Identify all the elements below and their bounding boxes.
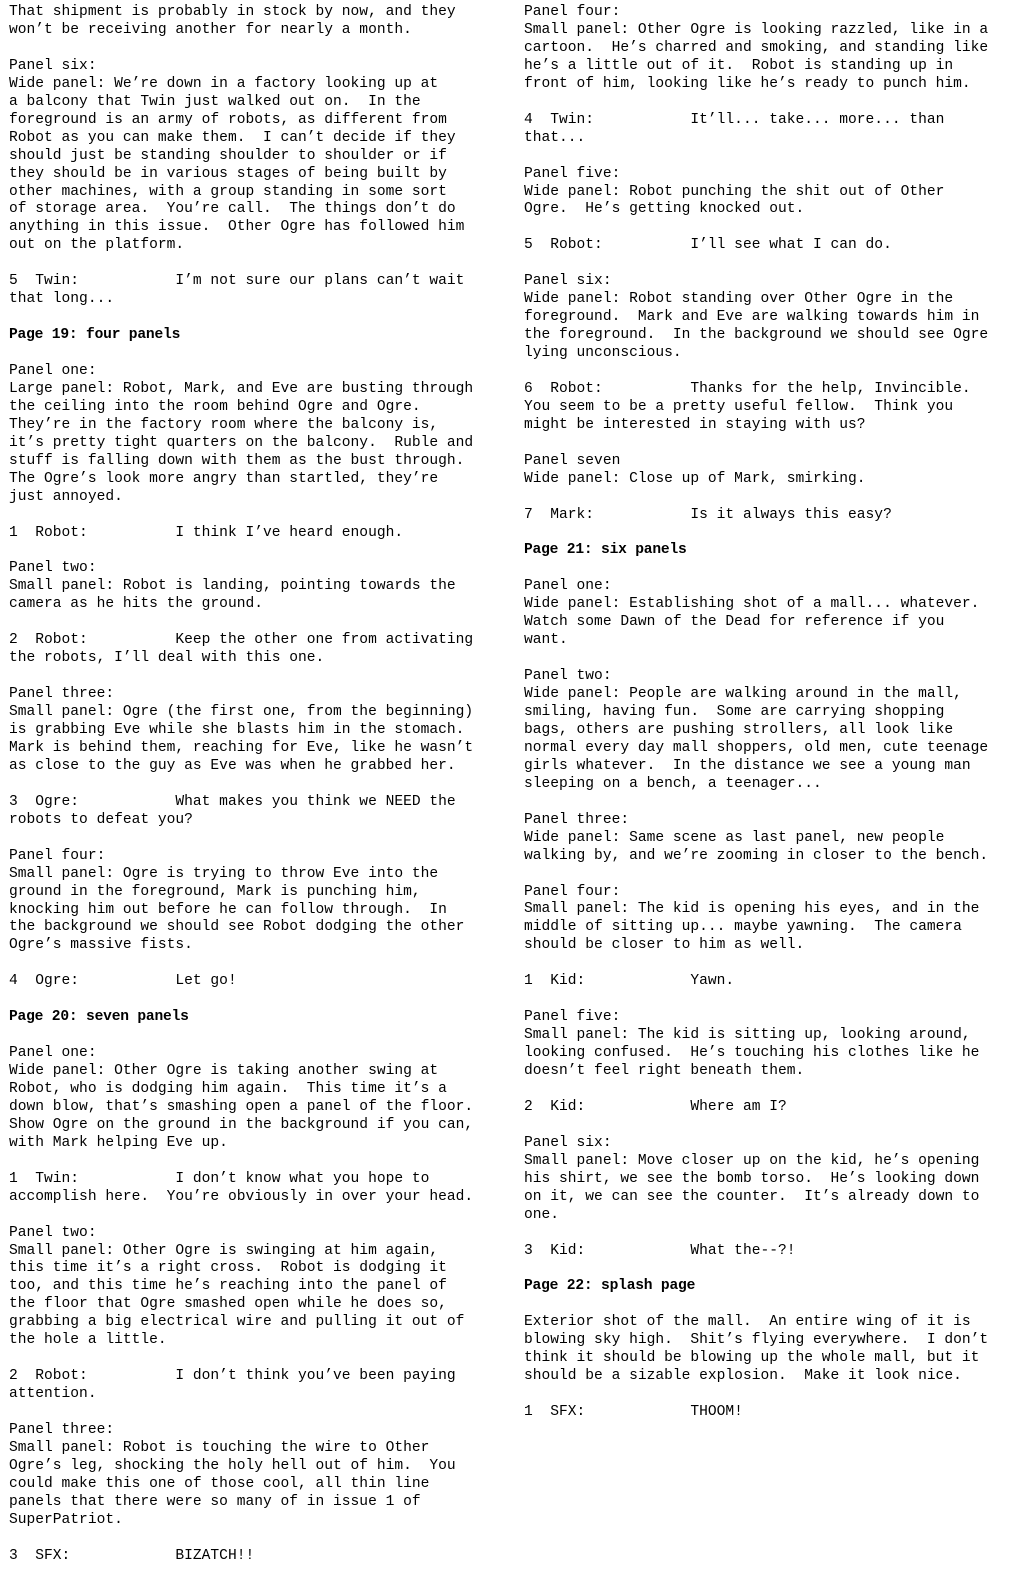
text-line: Panel seven xyxy=(524,452,621,469)
text-line: Wide panel: Close up of Mark, smirking. xyxy=(524,470,866,487)
text-line: Panel one: xyxy=(9,1045,97,1062)
text-line: Panel three: xyxy=(9,1422,115,1439)
script-paragraph xyxy=(9,794,501,830)
text-line: the background we should see Robot dodging the other xyxy=(9,919,465,936)
text-line: Page 19: four panels xyxy=(9,327,181,344)
text-line: 1 Robot: I think I’ve heard enough. xyxy=(9,524,404,541)
script-paragraph xyxy=(9,1045,501,1153)
script-paragraph xyxy=(524,1009,1016,1081)
script-paragraph xyxy=(9,4,501,40)
text-line: Wide panel: We’re down in a factory looking up at xyxy=(9,75,439,92)
text-line: the foreground. In the background we should see Ogre xyxy=(524,327,989,344)
text-line: Page 22: splash page xyxy=(524,1278,696,1295)
text-line: Panel four: xyxy=(524,883,621,900)
text-line: You seem to be a pretty useful fellow. Think you xyxy=(524,398,954,415)
text-line: one. xyxy=(524,1206,560,1223)
script-paragraph xyxy=(9,1225,501,1351)
text-line: he’s a little out of it. Robot is standing up in xyxy=(524,57,954,74)
script-column-left xyxy=(9,4,501,1584)
text-line: Page 21: six panels xyxy=(524,542,687,559)
text-line: down blow, that’s smashing open a panel of the floor. xyxy=(9,1098,474,1115)
text-line: knocking him out before he can follow through. In xyxy=(9,901,447,918)
text-line: Small panel: Other Ogre is looking razzled, like in a xyxy=(524,21,989,38)
script-paragraph xyxy=(524,4,1016,94)
page-heading xyxy=(9,1009,501,1027)
text-line: Panel five: xyxy=(524,1009,621,1026)
text-line: that... xyxy=(524,129,586,146)
text-line: the floor that Ogre smashed open while he does so, xyxy=(9,1296,447,1313)
text-line: 3 Kid: What the--?! xyxy=(524,1242,796,1259)
text-line: is grabbing Eve while she blasts him in the stomach. xyxy=(9,722,465,738)
text-line: 4 Ogre: Let go! xyxy=(9,973,237,990)
text-line: lying unconscious. xyxy=(524,345,682,362)
text-line: girls whatever. In the distance we see a young man xyxy=(524,757,971,774)
text-line: Wide panel: People are walking around in the mall, xyxy=(524,686,962,703)
text-line: Panel six: xyxy=(524,1134,612,1151)
script-paragraph xyxy=(9,632,501,668)
text-line: on it, we can see the counter. It’s already down to xyxy=(524,1188,980,1205)
text-line: Small panel: The kid is sitting up, looking around, xyxy=(524,1027,971,1044)
text-line: foreground is an army of robots, as different from xyxy=(9,111,447,128)
text-line: with Mark helping Eve up. xyxy=(9,1134,228,1151)
script-paragraph xyxy=(9,1171,501,1207)
text-line: SuperPatriot. xyxy=(9,1511,123,1528)
script-paragraph xyxy=(9,525,501,543)
script-paragraph xyxy=(9,273,501,309)
script-paragraph xyxy=(524,812,1016,866)
text-line: Wide panel: Same scene as last panel, new people xyxy=(524,829,945,846)
text-line: Robot as you can make them. I can’t decide if they xyxy=(9,129,456,146)
text-line: walking by, and we’re zooming in closer to the bench. xyxy=(524,847,989,864)
text-line: they should be in various stages of being built by xyxy=(9,165,447,182)
text-line: Robot, who is dodging him again. This time it’s a xyxy=(9,1080,447,1097)
text-line: ground in the foreground, Mark is punching him, xyxy=(9,883,421,900)
text-line: Small panel: The kid is opening his eyes, and in the xyxy=(524,901,980,918)
text-line: Ogre’s massive fists. xyxy=(9,937,193,954)
text-line: the robots, I’ll deal with this one. xyxy=(9,650,325,667)
text-line: Panel two: xyxy=(524,668,612,685)
text-line: 2 Robot: I don’t think you’ve been paying xyxy=(9,1368,456,1385)
text-line: just annoyed. xyxy=(9,488,123,505)
text-line: Small panel: Other Ogre is swinging at him again, xyxy=(9,1242,439,1259)
text-line: should just be standing shoulder to shoulder or if xyxy=(9,147,447,164)
script-paragraph xyxy=(524,578,1016,650)
text-line: Panel one: xyxy=(524,578,612,595)
text-line: think it should be blowing up the whole mall, but it xyxy=(524,1350,980,1367)
text-line: stuff is falling down with them as the bust through. xyxy=(9,452,465,469)
text-line: might be interested in staying with us? xyxy=(524,416,866,433)
text-line: Wide panel: Robot punching the shit out of Other xyxy=(524,183,945,200)
text-line: Exterior shot of the mall. An entire wing of it is xyxy=(524,1314,971,1331)
script-paragraph xyxy=(524,1404,1016,1422)
text-line: won’t be receiving another for nearly a month. xyxy=(9,21,412,38)
text-line: cartoon. He’s charred and smoking, and standing like xyxy=(524,39,989,56)
script-column-right xyxy=(524,4,1016,1440)
script-paragraph xyxy=(524,453,1016,489)
script-paragraph xyxy=(9,560,501,614)
script-paragraph xyxy=(524,1314,1016,1386)
text-line: 1 Twin: I don’t know what you hope to xyxy=(9,1170,430,1187)
text-line: Mark is behind them, reaching for Eve, like he wasn’t xyxy=(9,739,474,756)
text-line: 5 Twin: I’m not sure our plans can’t wait xyxy=(9,273,465,290)
text-line: Panel two: xyxy=(9,560,97,577)
text-line: 7 Mark: Is it always this easy? xyxy=(524,506,892,523)
text-line: sleeping on a bench, a teenager... xyxy=(524,775,822,792)
text-line: 3 Ogre: What makes you think we NEED the xyxy=(9,793,456,810)
text-line: Panel two: xyxy=(9,1224,97,1241)
script-paragraph xyxy=(9,363,501,507)
script-paragraph xyxy=(524,1135,1016,1225)
text-line: front of him, looking like he’s ready to punch him. xyxy=(524,75,971,92)
script-paragraph xyxy=(524,273,1016,363)
script-paragraph xyxy=(524,1243,1016,1261)
text-line: bags, others are pushing strollers, all look like xyxy=(524,721,954,738)
script-paragraph xyxy=(524,884,1016,956)
text-line: normal every day mall shoppers, old men, cute teenage xyxy=(524,739,989,756)
text-line: the ceiling into the room behind Ogre and Ogre. xyxy=(9,398,421,415)
text-line: Wide panel: Establishing shot of a mall... whatever. xyxy=(524,596,980,613)
text-line: want. xyxy=(524,632,568,649)
text-line: should be closer to him as well. xyxy=(524,937,805,954)
text-line: anything in this issue. Other Ogre has followed him xyxy=(9,219,465,236)
text-line: as close to the guy as Eve was when he grabbed her. xyxy=(9,757,456,774)
page-heading xyxy=(9,327,501,345)
text-line: 1 SFX: THOOM! xyxy=(524,1404,743,1421)
script-paragraph xyxy=(524,381,1016,435)
text-line: 4 Twin: It’ll... take... more... than xyxy=(524,111,945,128)
text-line: this time it’s a right cross. Robot is dodging it xyxy=(9,1260,447,1277)
text-line: Small panel: Move closer up on the kid, he’s opening xyxy=(524,1152,980,1169)
text-line: attention. xyxy=(9,1386,97,1403)
text-line: Ogre’s leg, shocking the holy hell out of him. You xyxy=(9,1457,456,1474)
text-line: doesn’t feel right beneath them. xyxy=(524,1063,805,1080)
text-line: 2 Kid: Where am I? xyxy=(524,1098,787,1115)
text-line: a balcony that Twin just walked out on. In the xyxy=(9,93,421,110)
script-paragraph xyxy=(524,166,1016,220)
text-line: Small panel: Robot is touching the wire to Other xyxy=(9,1439,430,1456)
text-line: Watch some Dawn of the Dead for reference if you xyxy=(524,614,945,631)
text-line: Show Ogre on the ground in the background if you can, xyxy=(9,1116,474,1133)
text-line: camera as he hits the ground. xyxy=(9,596,263,613)
text-line: Panel one: xyxy=(9,363,97,379)
text-line: that long... xyxy=(9,291,115,308)
text-line: Small panel: Ogre is trying to throw Eve into the xyxy=(9,865,439,882)
script-paragraph xyxy=(524,112,1016,148)
text-line: Panel four: xyxy=(524,4,621,20)
text-line: too, and this time he’s reaching into the panel of xyxy=(9,1278,447,1295)
text-line: Large panel: Robot, Mark, and Eve are busting through xyxy=(9,380,474,397)
text-line: middle of sitting up... maybe yawning. The camera xyxy=(524,919,962,936)
text-line: Panel four: xyxy=(9,847,106,864)
text-line: grabbing a big electrical wire and pulling it out of xyxy=(9,1314,465,1331)
text-line: the hole a little. xyxy=(9,1332,167,1349)
text-line: That shipment is probably in stock by now, and they xyxy=(9,4,456,20)
text-line: Panel three: xyxy=(9,686,115,703)
text-line: it’s pretty tight quarters on the balcony. Ruble and xyxy=(9,434,474,451)
text-line: 5 Robot: I’ll see what I can do. xyxy=(524,237,892,254)
text-line: Small panel: Robot is landing, pointing towards the xyxy=(9,578,456,595)
script-paragraph xyxy=(9,1422,501,1530)
text-line: panels that there were so many of in issue 1 of xyxy=(9,1493,421,1510)
text-line: The Ogre’s look more angry than startled, they’re xyxy=(9,470,439,487)
text-line: Panel six: xyxy=(524,273,612,290)
text-line: smiling, having fun. Some are carrying shopping xyxy=(524,704,945,721)
script-paragraph xyxy=(9,686,501,776)
script-paragraph xyxy=(9,973,501,991)
text-line: Panel five: xyxy=(524,165,621,182)
text-line: of storage area. You’re call. The things don’t do xyxy=(9,201,456,218)
text-line: Page 20: seven panels xyxy=(9,1009,189,1026)
text-line: blowing sky high. Shit’s flying everywhere. I don’t xyxy=(524,1332,989,1349)
script-paragraph xyxy=(524,1099,1016,1117)
page-heading xyxy=(524,542,1016,560)
text-line: should be a sizable explosion. Make it look nice. xyxy=(524,1368,962,1385)
text-line: Ogre. He’s getting knocked out. xyxy=(524,201,805,218)
text-line: accomplish here. You’re obviously in over your head. xyxy=(9,1188,474,1205)
text-line: his shirt, we see the bomb torso. He’s looking down xyxy=(524,1170,980,1187)
text-line: out on the platform. xyxy=(9,237,185,254)
text-line: Small panel: Ogre (the first one, from the beginning) xyxy=(9,704,474,721)
script-paragraph xyxy=(9,58,501,255)
text-line: Wide panel: Robot standing over Other Ogre in the xyxy=(524,291,954,308)
script-paragraph xyxy=(524,237,1016,255)
text-line: They’re in the factory room where the balcony is, xyxy=(9,416,439,433)
text-line: could make this one of those cool, all thin line xyxy=(9,1475,430,1492)
script-paragraph xyxy=(9,1548,501,1566)
text-line: looking confused. He’s touching his clothes like he xyxy=(524,1045,980,1062)
text-line: Panel six: xyxy=(9,57,97,74)
text-line: 3 SFX: BIZATCH!! xyxy=(9,1547,255,1564)
text-line: other machines, with a group standing in some sort xyxy=(9,183,447,200)
text-line: Wide panel: Other Ogre is taking another swing at xyxy=(9,1063,439,1080)
script-paragraph xyxy=(9,1368,501,1404)
text-line: Panel three: xyxy=(524,811,630,828)
script-paragraph xyxy=(524,973,1016,991)
script-paragraph xyxy=(524,668,1016,794)
script-paragraph xyxy=(9,848,501,956)
text-line: 6 Robot: Thanks for the help, Invincible. xyxy=(524,380,971,397)
text-line: foreground. Mark and Eve are walking towards him in xyxy=(524,309,980,326)
text-line: 1 Kid: Yawn. xyxy=(524,973,735,990)
script-paragraph xyxy=(524,507,1016,525)
text-line: robots to defeat you? xyxy=(9,811,193,828)
page-heading xyxy=(524,1278,1016,1296)
text-line: 2 Robot: Keep the other one from activating xyxy=(9,632,474,649)
